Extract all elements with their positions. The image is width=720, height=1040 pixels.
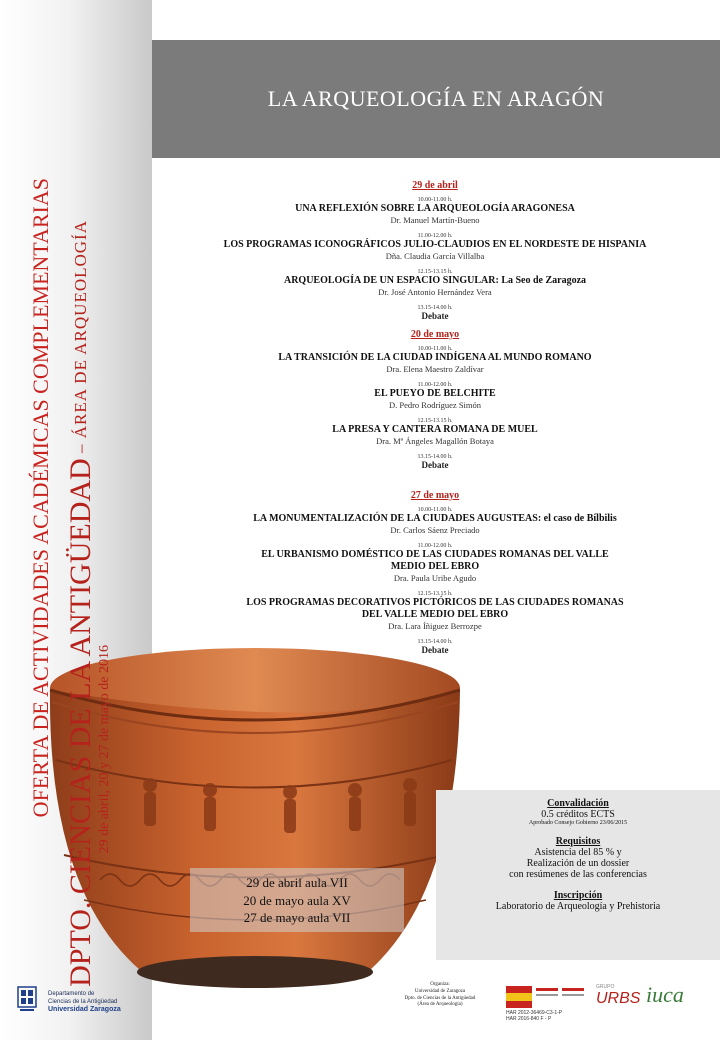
talk-time: 10.00-11.00 h. xyxy=(417,346,453,352)
requisitos-line: con resúmenes de las conferencias xyxy=(509,869,647,880)
vertical-titles xyxy=(0,0,152,1040)
project-codes xyxy=(506,1010,562,1023)
room-line: 27 de mayo aula VII xyxy=(243,910,351,926)
talk-time: 10.00-11.00 h. xyxy=(417,507,453,513)
organizer-line: (Área de Arqueología) xyxy=(417,1002,463,1008)
sidebar-department-title xyxy=(66,220,96,987)
requisitos-heading: Requisitos xyxy=(555,836,601,847)
dept-line1: Departamento de xyxy=(48,991,95,997)
talk-title: EL URBANISMO DOMÉSTICO DE LAS CIUDADES ROMANAS DEL VALLE MEDIO DEL EBRO xyxy=(261,549,609,572)
talk-title: ARQUEOLOGÍA DE UN ESPACIO SINGULAR: La Seo de Zaragoza xyxy=(283,275,587,286)
organizer-label: Organiza: xyxy=(430,982,450,987)
talk-speaker: Dra. Elena Maestro Zaldívar xyxy=(386,364,484,374)
organizer-line: Universidad de Zaragoza xyxy=(414,988,466,994)
urbs-logo xyxy=(596,984,640,1008)
inscripcion-value: Laboratorio de Arqueología y Prehistoria xyxy=(495,901,661,912)
ministry-logo-icon xyxy=(506,986,586,1008)
rooms-box xyxy=(190,868,404,932)
inscripcion-heading: Inscripción xyxy=(553,890,603,901)
debate-label: Debate xyxy=(421,460,449,470)
talk-speaker: Dña. Claudia García Villalba xyxy=(385,251,485,261)
requisitos-line: Asistencia del 85 % y xyxy=(534,847,622,858)
requisitos-line: Realización de un dossier xyxy=(526,858,630,869)
talk-time: 12.15-13.15 h. xyxy=(417,418,453,424)
convalidacion-value: 0.5 créditos ECTS xyxy=(541,809,615,820)
talk-speaker: Dr. Manuel Martín-Bueno xyxy=(390,215,480,225)
talk-speaker: Dr. Carlos Sáenz Preciado xyxy=(390,525,480,535)
talk-speaker: D. Pedro Rodríguez Simón xyxy=(388,400,482,410)
iuca-wordmark: iuca xyxy=(646,982,684,1007)
debate-time: 13.15-14.00 h. xyxy=(417,305,453,311)
day-date: 29 de abril xyxy=(412,180,458,191)
talk-time: 11.00-12.00 h. xyxy=(417,233,453,239)
organizer-line: Dpto. de Ciencias de la Antigüedad xyxy=(404,995,476,1001)
day-date: 20 de mayo xyxy=(410,329,460,340)
header-band xyxy=(152,40,720,158)
debate-time: 13.15-14.00 h. xyxy=(417,454,453,460)
convalidacion-note: Aprobado Consejo Gobierno 23/06/2015 xyxy=(528,820,628,826)
talk-speaker: Dra. Mª Ángeles Magallón Botaya xyxy=(376,436,494,446)
talk-time: 11.00-12.00 h. xyxy=(417,382,453,388)
project-code: HAR 2012-36469-C3-1-P xyxy=(506,1010,563,1016)
talk-title: LOS PROGRAMAS DECORATIVOS PICTÓRICOS DE LAS CIUDADES ROMANAS DEL VALLE MEDIO DEL EBRO xyxy=(246,597,624,620)
room-line: 20 de mayo aula XV xyxy=(243,892,351,908)
day-date: 27 de mayo xyxy=(410,490,460,501)
debate-time: 13.15-14.00 h. xyxy=(417,639,453,645)
talk-time: 11.00-12.00 h. xyxy=(417,543,453,549)
university-crest-icon xyxy=(16,985,38,1015)
room-line: 29 de abril aula VII xyxy=(246,875,348,890)
sidebar-dates: 29 de abril, 20 y 27 de mayo de 2016 xyxy=(97,645,112,854)
talk-title: LA PRESA Y CANTERA ROMANA DE MUEL xyxy=(332,424,538,435)
talk-speaker: Dra. Paula Uribe Agudo xyxy=(393,573,477,583)
talk-title: LA TRANSICIÓN DE LA CIUDAD INDÍGENA AL MUNDO ROMANO xyxy=(278,352,592,363)
talk-time: 12.15-13.15 h. xyxy=(417,591,453,597)
talk-time: 12.15-13.15 h. xyxy=(417,269,453,275)
sidebar-area-title: – ÁREA DE ARQUEOLOGÍA xyxy=(71,220,90,459)
talk-speaker: Dra. Lara Íñiguez Berrozpe xyxy=(388,621,482,631)
talk-speaker: Dr. José Antonio Hernández Vera xyxy=(378,287,492,297)
talk-title: UNA REFLEXIÓN SOBRE LA ARQUEOLOGÍA ARAGONESA xyxy=(295,203,575,214)
talk-title: LOS PROGRAMAS ICONOGRÁFICOS JULIO-CLAUDIOS EN EL NORDESTE DE HISPANIA xyxy=(223,239,647,250)
info-box xyxy=(436,790,720,960)
sidebar-offer-title: OFERTA DE ACTIVIDADES ACADÉMICAS COMPLEMENTARIAS xyxy=(28,178,53,818)
convalidacion-heading: Convalidación xyxy=(547,798,609,809)
project-code: HAR 2016-840 F - P xyxy=(506,1016,552,1023)
sidebar-department-main: DPTO. CIENCIAS DE LA ANTIGÜEDAD xyxy=(64,458,97,987)
talk-title: LA MONUMENTALIZACIÓN DE LA CIUDADES AUGUSTEAS: el caso de Bílbilis xyxy=(253,513,617,524)
organizer-block xyxy=(388,982,492,1009)
talk-title: EL PUEYO DE BELCHITE xyxy=(374,388,496,399)
talk-time: 10.00-11.00 h. xyxy=(417,197,453,203)
dept-line3: Universidad Zaragoza xyxy=(48,1006,121,1013)
urbs-wordmark: URBS xyxy=(596,990,641,1007)
debate-label: Debate xyxy=(421,311,449,321)
debate-label: Debate xyxy=(421,645,449,655)
iuca-logo xyxy=(646,982,684,1008)
urbs-grupo-label: GRUPO xyxy=(596,984,615,990)
program-schedule xyxy=(175,176,695,663)
page-title: LA ARQUEOLOGÍA EN ARAGÓN xyxy=(267,86,605,111)
dept-line2: Ciencias de la Antigüedad xyxy=(48,998,118,1005)
